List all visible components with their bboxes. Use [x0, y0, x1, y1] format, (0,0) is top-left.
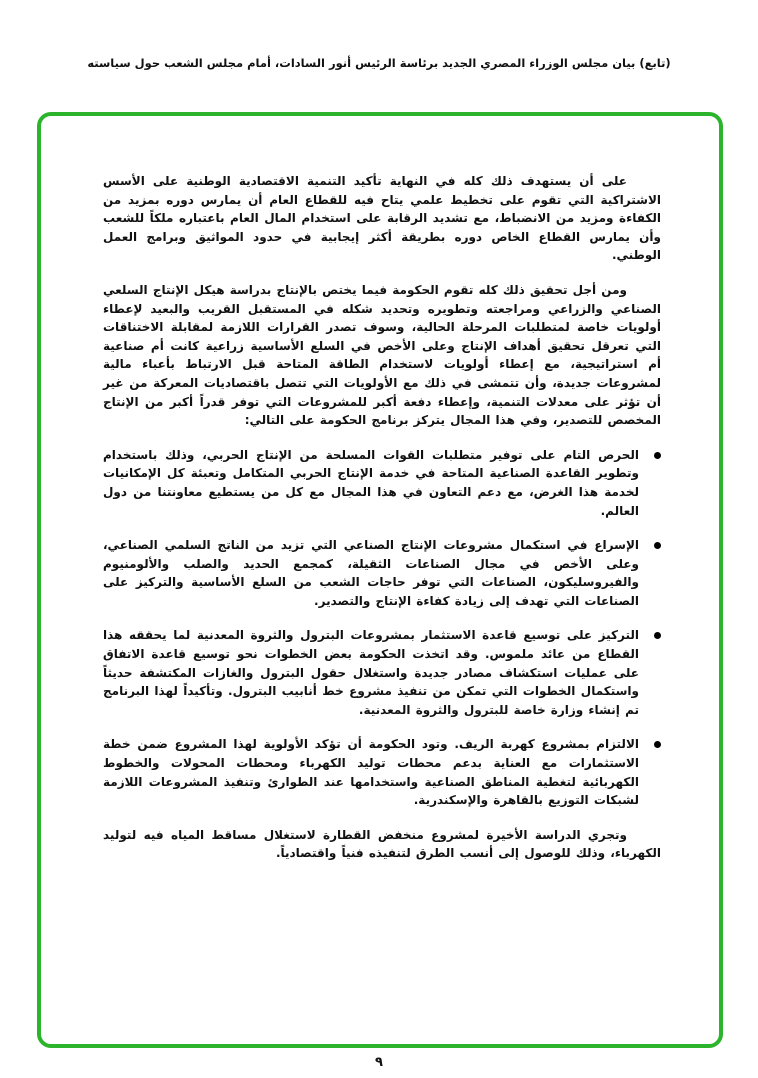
- list-item: [103, 446, 661, 520]
- bullet-text-petroleum-investment: التركيز على توسيع قاعدة الاستثمار بمشروعات البترول والثروة المعدنية لما يحققه هذا القطاع من عائد ملموس. وقد اتخذت الحكومة بعض الخطوات نحو توسيع قاعدة الاتفاق على عمليات استكشاف مصادر جديدة واستغلال حقول البترول والغازات المكتشفة حديثاً واستكمال الخطوات التي تمكن من تنفيذ مشروع خط أنابيب البترول. وتأكيداً لهذا البرنامج تم إنشاء وزارة خاصة للبترول والثروة المعدنية.: [103, 628, 639, 717]
- document-body: [41, 116, 719, 863]
- bullet-text-rural-electrification: الالتزام بمشروع كهربة الريف. وتود الحكومة أن تؤكد الأولوية لهذا المشروع ضمن خطة الاستثمارات مع العناية بدعم محطات توليد الكهرباء ومحطات المحولات والخطوط الكهربائية لتغطية المناطق الصناعية واستخدامها عند الطوارئ وتنفيذ المشروعات اللازمة لشبكات التوزيع بالقاهرة والإسكندرية.: [103, 737, 639, 808]
- document-header: (تابع) بيان مجلس الوزراء المصري الجديد برئاسة الرئيس أنور السادات، أمام مجلس الشعب حول سياسته: [87, 56, 671, 70]
- bullet-icon: [654, 452, 661, 459]
- list-item: [103, 735, 661, 809]
- paragraph-intro: على أن يستهدف ذلك كله في النهاية تأكيد التنمية الاقتصادية الوطنية على الأسس الاشتراكية التي تقوم على تخطيط علمي يتاح فيه للقطاع العام أن يمارس دوره بمزيد من الكفاءة ومزيد من الانضباط، مع تشديد الرقابة على استخدام المال العام باعتباره ملكاً للشعب وأن يمارس القطاع الخاص دوره بطريقة أكثر إيجابية في حدود المواثيق وبرامج العمل الوطني.: [103, 174, 661, 263]
- bullet-icon: [654, 632, 661, 639]
- page-number: ٩: [375, 1055, 383, 1070]
- paragraph-closing: وتجري الدراسة الأخيرة لمشروع منخفض القطارة لاستغلال مساقط المياه فيه لتوليد الكهرباء، وذلك للوصول إلى أنسب الطرق لتنفيذه فنياً واقتصادياً.: [103, 827, 661, 861]
- green-page-border: [37, 112, 723, 1048]
- bullet-icon: [654, 542, 661, 549]
- bullet-icon: [654, 741, 661, 748]
- list-item: [103, 626, 661, 719]
- list-item: [103, 536, 661, 610]
- paragraph-production-plan: ومن أجل تحقيق ذلك كله تقوم الحكومة فيما يختص بالإنتاج بدراسة هيكل الإنتاج السلعي الصناعي والزراعي ومراجعته وتطويره وتحديد شكله في المستقبل القريب والبعيد لإعطاء أولويات خاصة لمتطلبات المرحلة الحالية، وسوف تصدر القرارات اللازمة لمقابلة الاختناقات التي تعرقل تحقيق أهداف الإنتاج وعلى الأخص في السلع الأساسية زراعية كانت أم صناعية أم استراتيجية، مع إعطاء أولويات لاستخدام الطاقة المتاحة قبل الارتباط بأعباء مالية لمشروعات جديدة، وأن تتمشى في ذلك مع الأولويات التي تتصل باقتصاديات المعركة من غير أن تؤثر على معدلات التنمية، وإعطاء دفعة أكبر للمشروعات التي توفر قدراً أكبر من الإنتاج المخصص للتصدير، وفي هذا المجال يتركز برنامج الحكومة على التالي:: [103, 282, 661, 428]
- bullet-text-military-production: الحرص التام على توفير متطلبات القوات المسلحة من الإنتاج الحربي، وذلك باستخدام وتطوير القاعدة الصناعية المتاحة في خدمة الإنتاج الحربي المتكامل وتعبئة كل الإمكانيات لخدمة هذا الغرض، مع دعم التعاون في هذا المجال مع كل من يستطيع معاونتنا من دول العالم.: [103, 447, 639, 518]
- bullet-text-industrial-projects: الإسراع في استكمال مشروعات الإنتاج الصناعي التي تزيد من الناتج السلمي الصناعي، وعلى الأخص في مجال الصناعات الثقيلة، كمجمع الحديد والصلب والألومنيوم والفيروسليكون، الصناعات التي توفر حاجات الشعب من السلع الأساسية والتركيز على الصناعات التي تهدف إلى زيادة كفاءة الإنتاج والتصدير.: [103, 538, 639, 608]
